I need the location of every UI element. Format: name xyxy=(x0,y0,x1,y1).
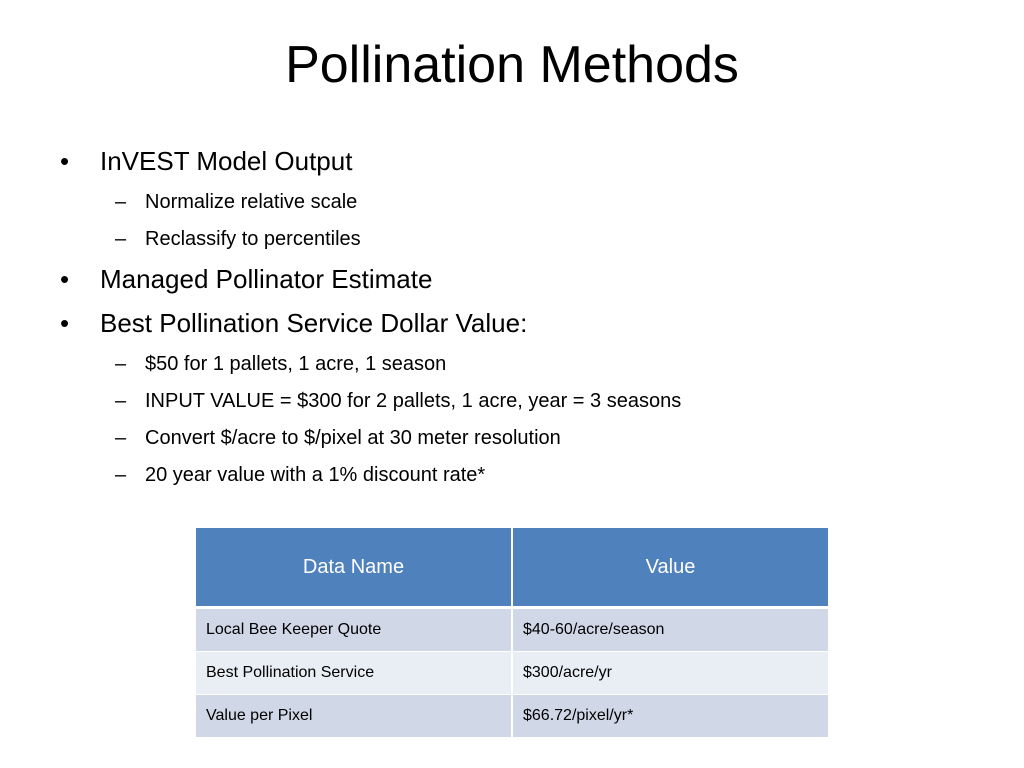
sub-bullet-item xyxy=(60,387,960,415)
sub-bullet-item xyxy=(60,225,960,253)
table-row xyxy=(196,695,828,738)
sub-bullet-text: INPUT VALUE = $300 for 2 pallets, 1 acre, year = 3 seasons xyxy=(145,390,682,412)
cell-value: $66.72/pixel/yr* xyxy=(512,695,828,738)
bullet-item xyxy=(60,143,960,179)
bullet-text: Best Pollination Service Dollar Value: xyxy=(100,308,528,338)
cell-data-name: Value per Pixel xyxy=(196,695,512,738)
header-value: Value xyxy=(512,528,828,608)
bullet-text: InVEST Model Output xyxy=(100,146,353,176)
bullet-item xyxy=(60,261,960,297)
bullet-marker: • xyxy=(60,264,70,294)
sub-bullet-marker: – xyxy=(115,464,127,486)
bullet-text: Managed Pollinator Estimate xyxy=(100,264,433,294)
sub-bullet-item xyxy=(60,461,960,489)
cell-data-name: Best Pollination Service xyxy=(196,652,512,695)
cell-data-name: Local Bee Keeper Quote xyxy=(196,608,512,652)
bullet-marker: • xyxy=(60,146,70,176)
data-table xyxy=(196,528,828,737)
sub-bullet-text: Normalize relative scale xyxy=(145,191,358,213)
sub-bullet-text: $50 for 1 pallets, 1 acre, 1 season xyxy=(145,353,447,375)
cell-value: $40-60/acre/season xyxy=(512,608,828,652)
table-row xyxy=(196,652,828,695)
sub-bullet-item xyxy=(60,188,960,216)
sub-bullet-item xyxy=(60,350,960,378)
cell-value: $300/acre/yr xyxy=(512,652,828,695)
sub-bullet-marker: – xyxy=(115,191,127,213)
slide-title: Pollination Methods xyxy=(285,36,739,94)
sub-bullet-marker: – xyxy=(115,353,127,375)
sub-bullet-marker: – xyxy=(115,390,127,412)
sub-bullet-item xyxy=(60,424,960,452)
sub-bullet-marker: – xyxy=(115,427,127,449)
bullet-marker: • xyxy=(60,308,70,338)
header-data-name: Data Name xyxy=(196,528,512,608)
sub-bullet-text: 20 year value with a 1% discount rate* xyxy=(145,464,486,486)
bullet-item xyxy=(60,305,960,341)
bullet-list xyxy=(60,143,960,489)
sub-bullet-marker: – xyxy=(115,228,127,250)
table-header-row xyxy=(196,528,828,608)
sub-bullet-text: Reclassify to percentiles xyxy=(145,228,361,250)
sub-bullet-text: Convert $/acre to $/pixel at 30 meter resolution xyxy=(145,427,561,449)
table-row xyxy=(196,608,828,652)
